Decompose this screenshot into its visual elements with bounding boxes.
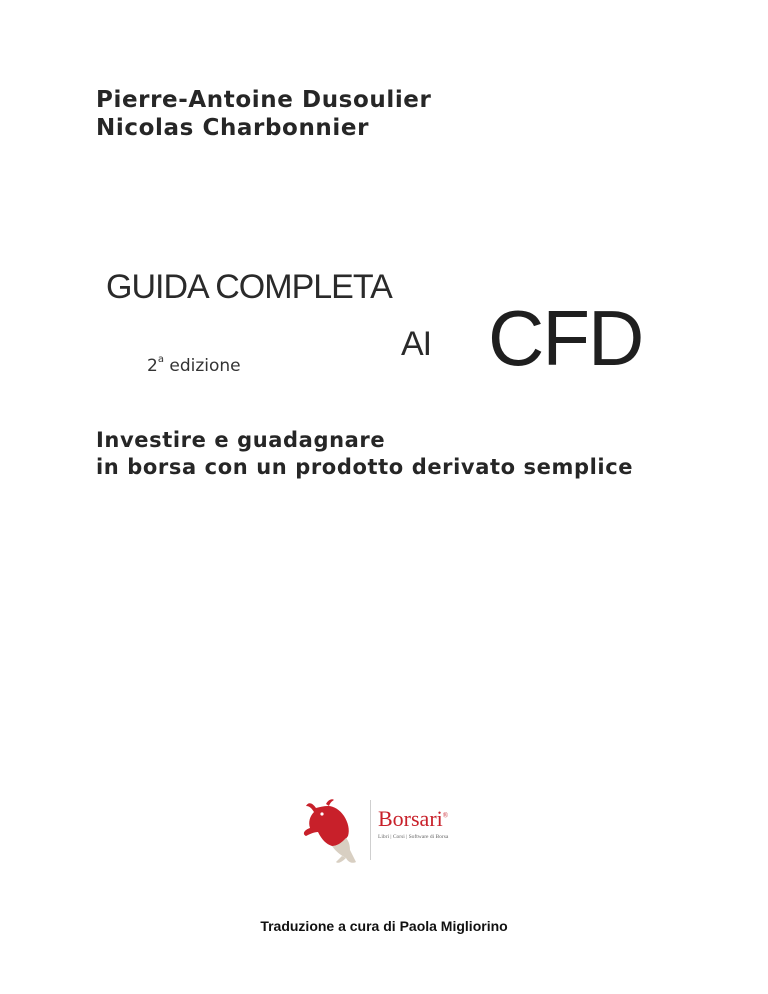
- book-title-cfd: CFD: [488, 294, 643, 382]
- book-subtitle: [96, 427, 633, 481]
- author-2: Nicolas Charbonnier: [96, 115, 370, 141]
- book-title-line1: GUIDA COMPLETA: [106, 268, 392, 306]
- edition-superscript: a: [157, 354, 164, 365]
- publisher-logo: [302, 796, 474, 868]
- author-1: Pierre-Antoine Dusoulier: [96, 87, 432, 113]
- subtitle-line-2: in borsa con un prodotto derivato semplice: [96, 455, 634, 479]
- authors: [96, 86, 431, 142]
- publisher-name: [378, 806, 448, 832]
- subtitle-line-1: Investire e guadagnare: [96, 428, 386, 452]
- edition-text: edizione: [169, 356, 241, 376]
- registered-mark: ®: [442, 811, 449, 820]
- translator-credit: Traduzione a cura di Paola Migliorino: [260, 918, 508, 934]
- logo-divider: [370, 800, 371, 860]
- edition-number: 2: [147, 356, 158, 376]
- publisher-name-text: Borsari: [378, 806, 443, 831]
- bull-icon: [302, 796, 366, 868]
- publisher-tagline: Libri | Corsi | Software di Borsa: [378, 834, 449, 840]
- edition-label: [147, 356, 241, 376]
- book-title-ai: AI: [401, 325, 432, 363]
